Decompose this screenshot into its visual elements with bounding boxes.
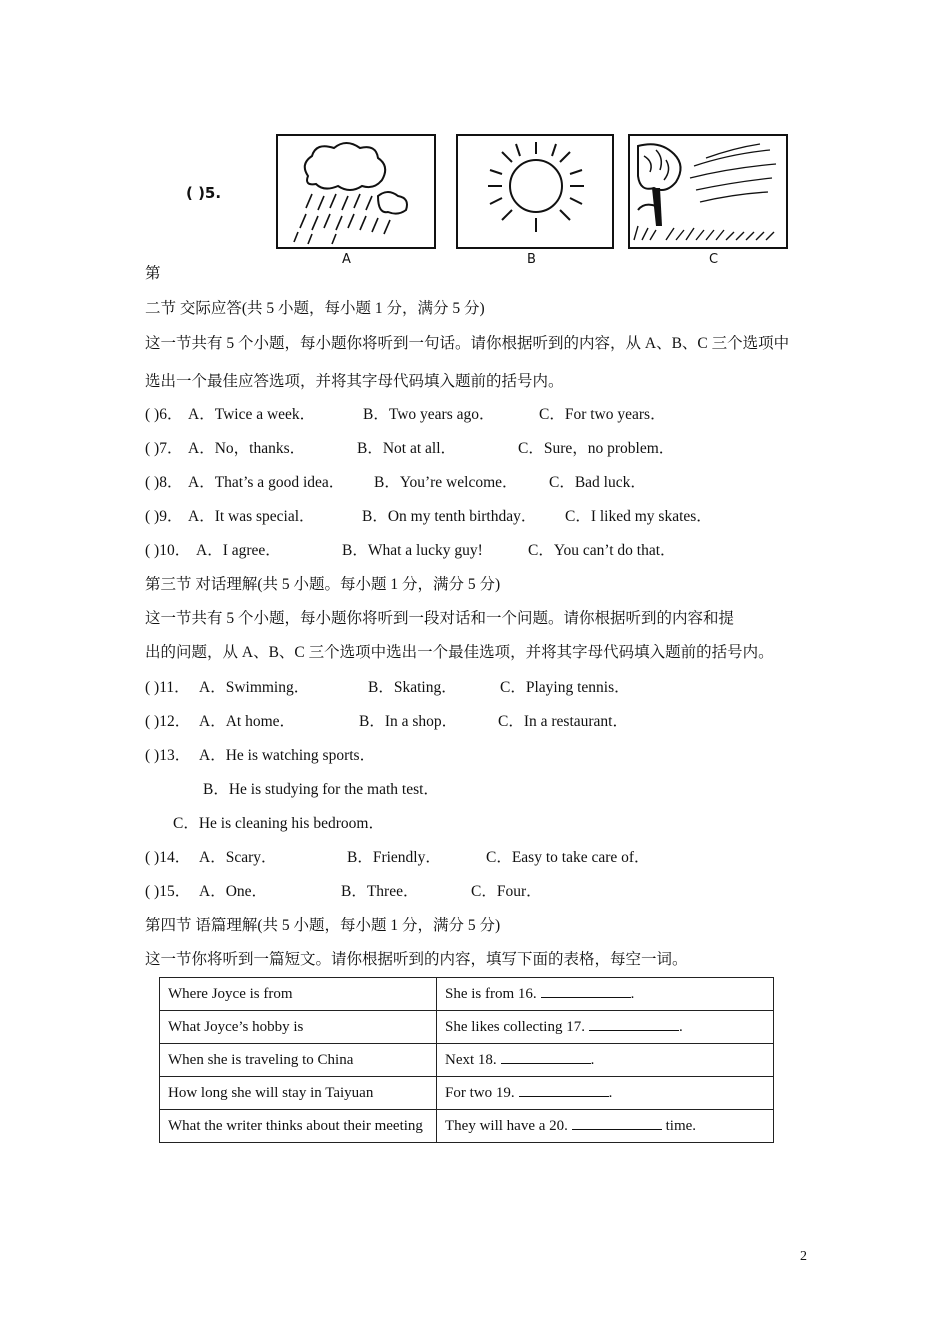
question-6 [145, 402, 666, 424]
table-cell-question: What Joyce’s hobby is [160, 1011, 437, 1044]
picture-c-wind [628, 134, 788, 249]
answer-blank-19[interactable] [519, 1084, 609, 1097]
option-a: A．He is watching sports． [199, 747, 376, 764]
option-c: C．For two years． [539, 406, 666, 423]
question-13-option-c: C．He is cleaning his bedroom． [173, 815, 384, 832]
section3-title: 第三节 对话理解(共 5 小题。每小题 1 分，满分 5 分) [145, 576, 501, 593]
section3-instruction-1: 这一节共有 5 个小题，每小题你将听到一段对话和一个问题。请你根据听到的内容和提 [145, 610, 735, 627]
section3-instruction-2: 出的问题，从 A、B、C 三个选项中选出一个最佳选项，并将其字母代码填入题前的括号内。 [145, 644, 774, 661]
table-cell-answer: She is from 16. . [437, 978, 774, 1011]
option-b: B．In a shop． [359, 713, 458, 730]
table-cell-answer: They will have a 20. time. [437, 1110, 774, 1143]
question-14 [145, 845, 650, 867]
option-b: B．On my tenth birthday． [362, 508, 537, 525]
picture-b-sun [456, 134, 614, 249]
table-cell-question: What the writer thinks about their meeting [160, 1110, 437, 1143]
answer-blank-16[interactable] [541, 985, 631, 998]
page-number: 2 [800, 1249, 807, 1264]
option-c: C．Bad luck． [549, 474, 646, 491]
question-number: ( )8． [145, 474, 183, 491]
answer-blank-20[interactable] [572, 1117, 662, 1130]
question-11 [145, 675, 630, 697]
option-c: C．You can’t do that． [528, 542, 676, 559]
question-number: ( )15． [145, 883, 191, 900]
question-8 [145, 470, 646, 492]
table-cell-answer: She likes collecting 17. . [437, 1011, 774, 1044]
option-a: A．Swimming． [199, 679, 310, 696]
option-b: B．Skating． [368, 679, 457, 696]
option-a: A．It was special． [188, 508, 315, 525]
question-15 [145, 879, 542, 901]
q5-label: ( )5. [186, 184, 222, 202]
table-row [160, 978, 774, 1011]
picture-b-label: B [527, 252, 536, 267]
question-7 [145, 436, 675, 458]
rain-cloud-icon [278, 136, 434, 247]
listening-table [159, 977, 774, 1143]
option-a: A．Scary． [199, 849, 277, 866]
question-number: ( )11． [145, 679, 190, 696]
question-13 [145, 743, 376, 765]
table-row [160, 1044, 774, 1077]
picture-a-label: A [342, 252, 351, 267]
section1-tail: 第 [145, 265, 161, 282]
wind-tree-icon [630, 136, 786, 247]
option-b: B．Friendly． [347, 849, 441, 866]
option-a: A．Twice a week． [188, 406, 316, 423]
answer-blank-17[interactable] [589, 1018, 679, 1031]
table-cell-question: Where Joyce is from [160, 978, 437, 1011]
option-b: B．Not at all． [357, 440, 457, 457]
table-cell-answer: Next 18. . [437, 1044, 774, 1077]
question-10 [145, 538, 676, 560]
option-a: A．At home． [199, 713, 296, 730]
section4-title: 第四节 语篇理解(共 5 小题，每小题 1 分，满分 5 分) [145, 917, 501, 934]
question-number: ( )7． [145, 440, 183, 457]
table-row [160, 1077, 774, 1110]
question-number: ( )9． [145, 508, 183, 525]
question-9 [145, 504, 712, 526]
option-a: A．That’s a good idea． [188, 474, 345, 491]
table-cell-answer: For two 19. . [437, 1077, 774, 1110]
section2-instruction-1: 这一节共有 5 个小题，每小题你将听到一句话。请你根据听到的内容，从 A、B、C 三个选项中 [145, 335, 790, 352]
option-a: A．One． [199, 883, 268, 900]
question-number: ( )12． [145, 713, 191, 730]
answer-blank-18[interactable] [501, 1051, 591, 1064]
question-number: ( )14． [145, 849, 191, 866]
question-number: ( )13． [145, 747, 191, 764]
option-c: C．Sure，no problem． [518, 440, 675, 457]
option-b: B．Three． [341, 883, 419, 900]
section2-title: 二节 交际应答(共 5 小题，每小题 1 分，满分 5 分) [145, 300, 485, 317]
option-c: C．Playing tennis． [500, 679, 630, 696]
question-12 [145, 709, 628, 731]
option-c: C．I liked my skates． [565, 508, 712, 525]
table-row [160, 1110, 774, 1143]
option-b: B．What a lucky guy! [342, 542, 483, 559]
option-b: B．Two years ago． [363, 406, 495, 423]
picture-c-label: C [709, 252, 719, 267]
table-cell-question: How long she will stay in Taiyuan [160, 1077, 437, 1110]
option-a: A．No，thanks． [188, 440, 306, 457]
section2-instruction-2: 选出一个最佳应答选项，并将其字母代码填入题前的括号内。 [145, 373, 564, 390]
option-c: C．In a restaurant． [498, 713, 628, 730]
table-row [160, 1011, 774, 1044]
question-13-option-b: B．He is studying for the math test． [203, 781, 439, 798]
picture-a-rain [276, 134, 436, 249]
option-c: C．Four． [471, 883, 542, 900]
sun-icon [458, 136, 612, 247]
option-a: A．I agree． [196, 542, 281, 559]
question-number: ( )10． [145, 542, 191, 559]
question-number: ( )6． [145, 406, 183, 423]
table-cell-question: When she is traveling to China [160, 1044, 437, 1077]
section4-instruction: 这一节你将听到一篇短文。请你根据听到的内容，填写下面的表格，每空一词。 [145, 951, 688, 968]
option-b: B．You’re welcome． [374, 474, 518, 491]
option-c: C．Easy to take care of． [486, 849, 650, 866]
